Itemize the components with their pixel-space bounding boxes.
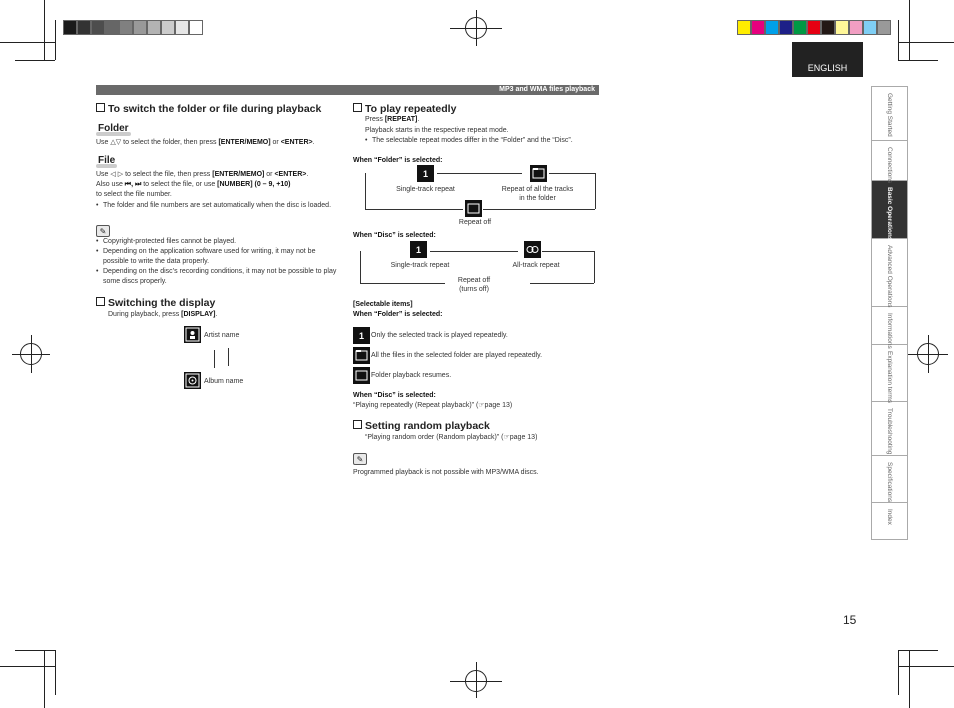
note-pencil-icon: ✎ — [96, 225, 110, 237]
side-navigation — [871, 86, 908, 540]
skip-keys-icon: ⏮, ⏭ — [124, 181, 142, 188]
switch-heading: To switch the folder or file during playback — [96, 103, 321, 115]
folder-instruction: Use △▽ to select the folder, then press [ENTER/MEMO] or <ENTER>. — [96, 139, 315, 146]
file-instruction-2: Also use ⏮, ⏭ to select the file, or use [NUMBER] (0 – 9, +10) — [96, 181, 291, 188]
color-swatch — [849, 20, 863, 35]
press-repeat: Press [REPEAT]. — [365, 116, 420, 123]
repeat-mode-text: Playback starts in the respective repeat mode. — [365, 127, 509, 134]
color-swatch — [835, 20, 849, 35]
crop-mark — [0, 42, 55, 43]
album-label: Album name — [204, 378, 244, 385]
color-swatch — [821, 20, 835, 35]
registration-mark-line — [476, 662, 477, 698]
crop-mark — [44, 650, 45, 708]
sidenav-item-label: Specifications — [886, 462, 893, 503]
random-note: Programmed playback is not possible with MP3/WMA discs. — [353, 469, 539, 476]
flow-line — [542, 251, 594, 252]
language-label: ENGLISH — [807, 63, 848, 73]
left-right-arrows-icon: ◁ ▷ — [110, 171, 124, 178]
toggle-arrow-down — [214, 350, 215, 368]
color-swatch — [779, 20, 793, 35]
sidenav-item[interactable] — [872, 402, 908, 456]
gray-swatch — [91, 20, 105, 35]
registration-mark-line — [450, 681, 502, 682]
all-track-caption: All-track repeat — [512, 262, 560, 269]
file-instruction-1: Use ◁ ▷ to select the file, then press [ENTER/MEMO] or <ENTER>. — [96, 171, 309, 178]
flow-line — [430, 251, 518, 252]
gray-swatch — [77, 20, 91, 35]
flow-line — [530, 283, 594, 284]
flow-line — [549, 173, 595, 174]
file-instruction-3: to select the file number. — [96, 191, 172, 198]
item-folder-resume: Folder playback resumes. — [371, 372, 452, 379]
artist-label: Artist name — [204, 332, 240, 339]
sidenav-item[interactable] — [872, 456, 908, 503]
checkbox-bullet-icon — [353, 420, 362, 429]
artist-icon — [184, 326, 201, 343]
random-reference: “Playing random order (Random playback)” (☞page 13) — [365, 434, 538, 441]
sidenav-item[interactable] — [872, 345, 908, 402]
section-header-bar: MP3 and WMA files playback — [96, 85, 599, 95]
display-instruction: During playback, press [DISPLAY]. — [108, 311, 218, 318]
crop-mark — [898, 666, 954, 667]
gray-swatch — [133, 20, 147, 35]
note-pencil-icon: ✎ — [353, 453, 367, 465]
registration-mark-line — [12, 354, 50, 355]
checkbox-bullet-icon — [96, 297, 105, 306]
folder-repeat-item-icon — [353, 347, 370, 364]
flow-line — [594, 251, 595, 283]
crop-mark — [55, 20, 56, 60]
repeat-off-folder-icon — [465, 200, 482, 217]
gray-swatch — [161, 20, 175, 35]
random-heading: Setting random playback — [353, 420, 490, 432]
color-swatch — [877, 20, 891, 35]
crop-mark — [0, 666, 55, 667]
album-icon — [184, 372, 201, 389]
crop-mark — [898, 20, 899, 60]
page-number: 15 — [843, 613, 857, 627]
file-heading: File — [98, 155, 116, 166]
crop-mark — [15, 650, 55, 651]
sidenav-item[interactable] — [872, 503, 908, 540]
sidenav-item[interactable] — [872, 87, 908, 141]
folder-heading: Folder — [98, 123, 129, 134]
single-track-repeat-item-icon: 1 — [353, 327, 370, 344]
folder-repeat-icon — [530, 165, 547, 182]
flow-line — [360, 283, 445, 284]
flow-line — [365, 173, 366, 209]
disc-reference: “Playing repeatedly (Repeat playback)” (☞page 13) — [353, 402, 513, 409]
repeat-off-caption: Repeat off — [458, 219, 492, 226]
repeat-bullet: • The selectable repeat modes differ in the “Folder” and the “Disc”. — [365, 136, 607, 146]
gray-swatch — [189, 20, 203, 35]
toggle-arrow-up — [228, 348, 229, 366]
crop-mark — [898, 650, 899, 695]
single-track-disc-caption: Single-track repeat — [390, 262, 450, 269]
file-bullet: • The folder and file numbers are set automatically when the disc is loaded. — [96, 201, 343, 211]
checkbox-bullet-icon — [353, 103, 362, 112]
repeat-all-folder-caption: Repeat of all the tracks in the folder — [501, 186, 574, 202]
grayscale-calibration-bar — [63, 20, 203, 35]
flow-line — [360, 251, 361, 283]
sidenav-item-label: Connections — [886, 147, 893, 184]
crop-mark — [898, 60, 938, 61]
sidenav-item[interactable] — [872, 307, 908, 349]
display-heading: Switching the display — [96, 297, 215, 309]
note-bullet-2: • Depending on the application software used for writing, it may not be possible to write the data properly. — [96, 247, 343, 267]
sidenav-item-label: Advanced Operations — [886, 245, 893, 308]
flow-line — [483, 209, 595, 210]
note-bullet-3: • Depending on the disc’s recording conditions, it may not be possible to play some discs properly. — [96, 267, 343, 287]
sidenav-item-label: Basic Operations — [886, 187, 893, 241]
crop-mark — [15, 60, 55, 61]
selectable-items-label: [Selectable items] — [353, 301, 413, 308]
crop-mark — [898, 42, 954, 43]
color-swatch — [751, 20, 765, 35]
gray-swatch — [175, 20, 189, 35]
crop-mark — [909, 0, 910, 60]
sidenav-item[interactable] — [872, 239, 908, 307]
sidenav-item[interactable] — [872, 141, 908, 184]
gray-swatch — [147, 20, 161, 35]
all-track-repeat-icon — [524, 241, 541, 258]
flow-line — [437, 173, 522, 174]
crop-mark — [44, 0, 45, 60]
crop-mark — [898, 650, 938, 651]
single-track-caption: Single-track repeat — [396, 186, 455, 193]
color-swatch — [807, 20, 821, 35]
registration-mark-line — [908, 354, 948, 355]
item-single-track: Only the selected track is played repeatedly. — [371, 332, 508, 339]
gray-swatch — [105, 20, 119, 35]
folder-selected-label: When “Folder” is selected: — [353, 157, 443, 164]
flow-line — [595, 173, 596, 209]
folder-selected-label-2: When “Folder” is selected: — [353, 311, 443, 318]
sidenav-item-label: Explanation terms — [886, 351, 893, 404]
color-swatch — [863, 20, 877, 35]
color-calibration-bar — [737, 20, 891, 35]
crop-mark — [909, 650, 910, 708]
up-down-arrows-icon: △▽ — [110, 139, 122, 146]
repeat-heading: To play repeatedly — [353, 103, 456, 115]
repeat-off-disc-caption: Repeat off (turns off) — [457, 277, 491, 293]
checkbox-bullet-icon — [96, 103, 105, 112]
gray-swatch — [63, 20, 77, 35]
sidenav-item-label: Getting Started — [886, 93, 893, 137]
single-track-repeat-disc-icon: 1 — [410, 241, 427, 258]
language-tab — [792, 42, 863, 77]
color-swatch — [793, 20, 807, 35]
note-bullet-1: • Copyright-protected files cannot be played. — [96, 237, 343, 247]
single-track-repeat-icon: 1 — [417, 165, 434, 182]
disc-selected-label: When “Disc” is selected: — [353, 232, 436, 239]
disc-selected-label-2: When “Disc” is selected: — [353, 392, 436, 399]
registration-mark-line — [450, 28, 502, 29]
item-folder-repeat: All the files in the selected folder are played repeatedly. — [371, 352, 543, 359]
color-swatch — [765, 20, 779, 35]
sidenav-item[interactable] — [872, 181, 908, 239]
gray-swatch — [119, 20, 133, 35]
crop-mark — [55, 650, 56, 695]
sidenav-item-label: Troubleshooting — [886, 408, 893, 455]
sidenav-item-label: Informations — [886, 313, 893, 349]
color-swatch — [737, 20, 751, 35]
sidenav-item-label: Index — [886, 509, 893, 525]
flow-line — [365, 209, 463, 210]
folder-item-icon — [353, 367, 370, 384]
